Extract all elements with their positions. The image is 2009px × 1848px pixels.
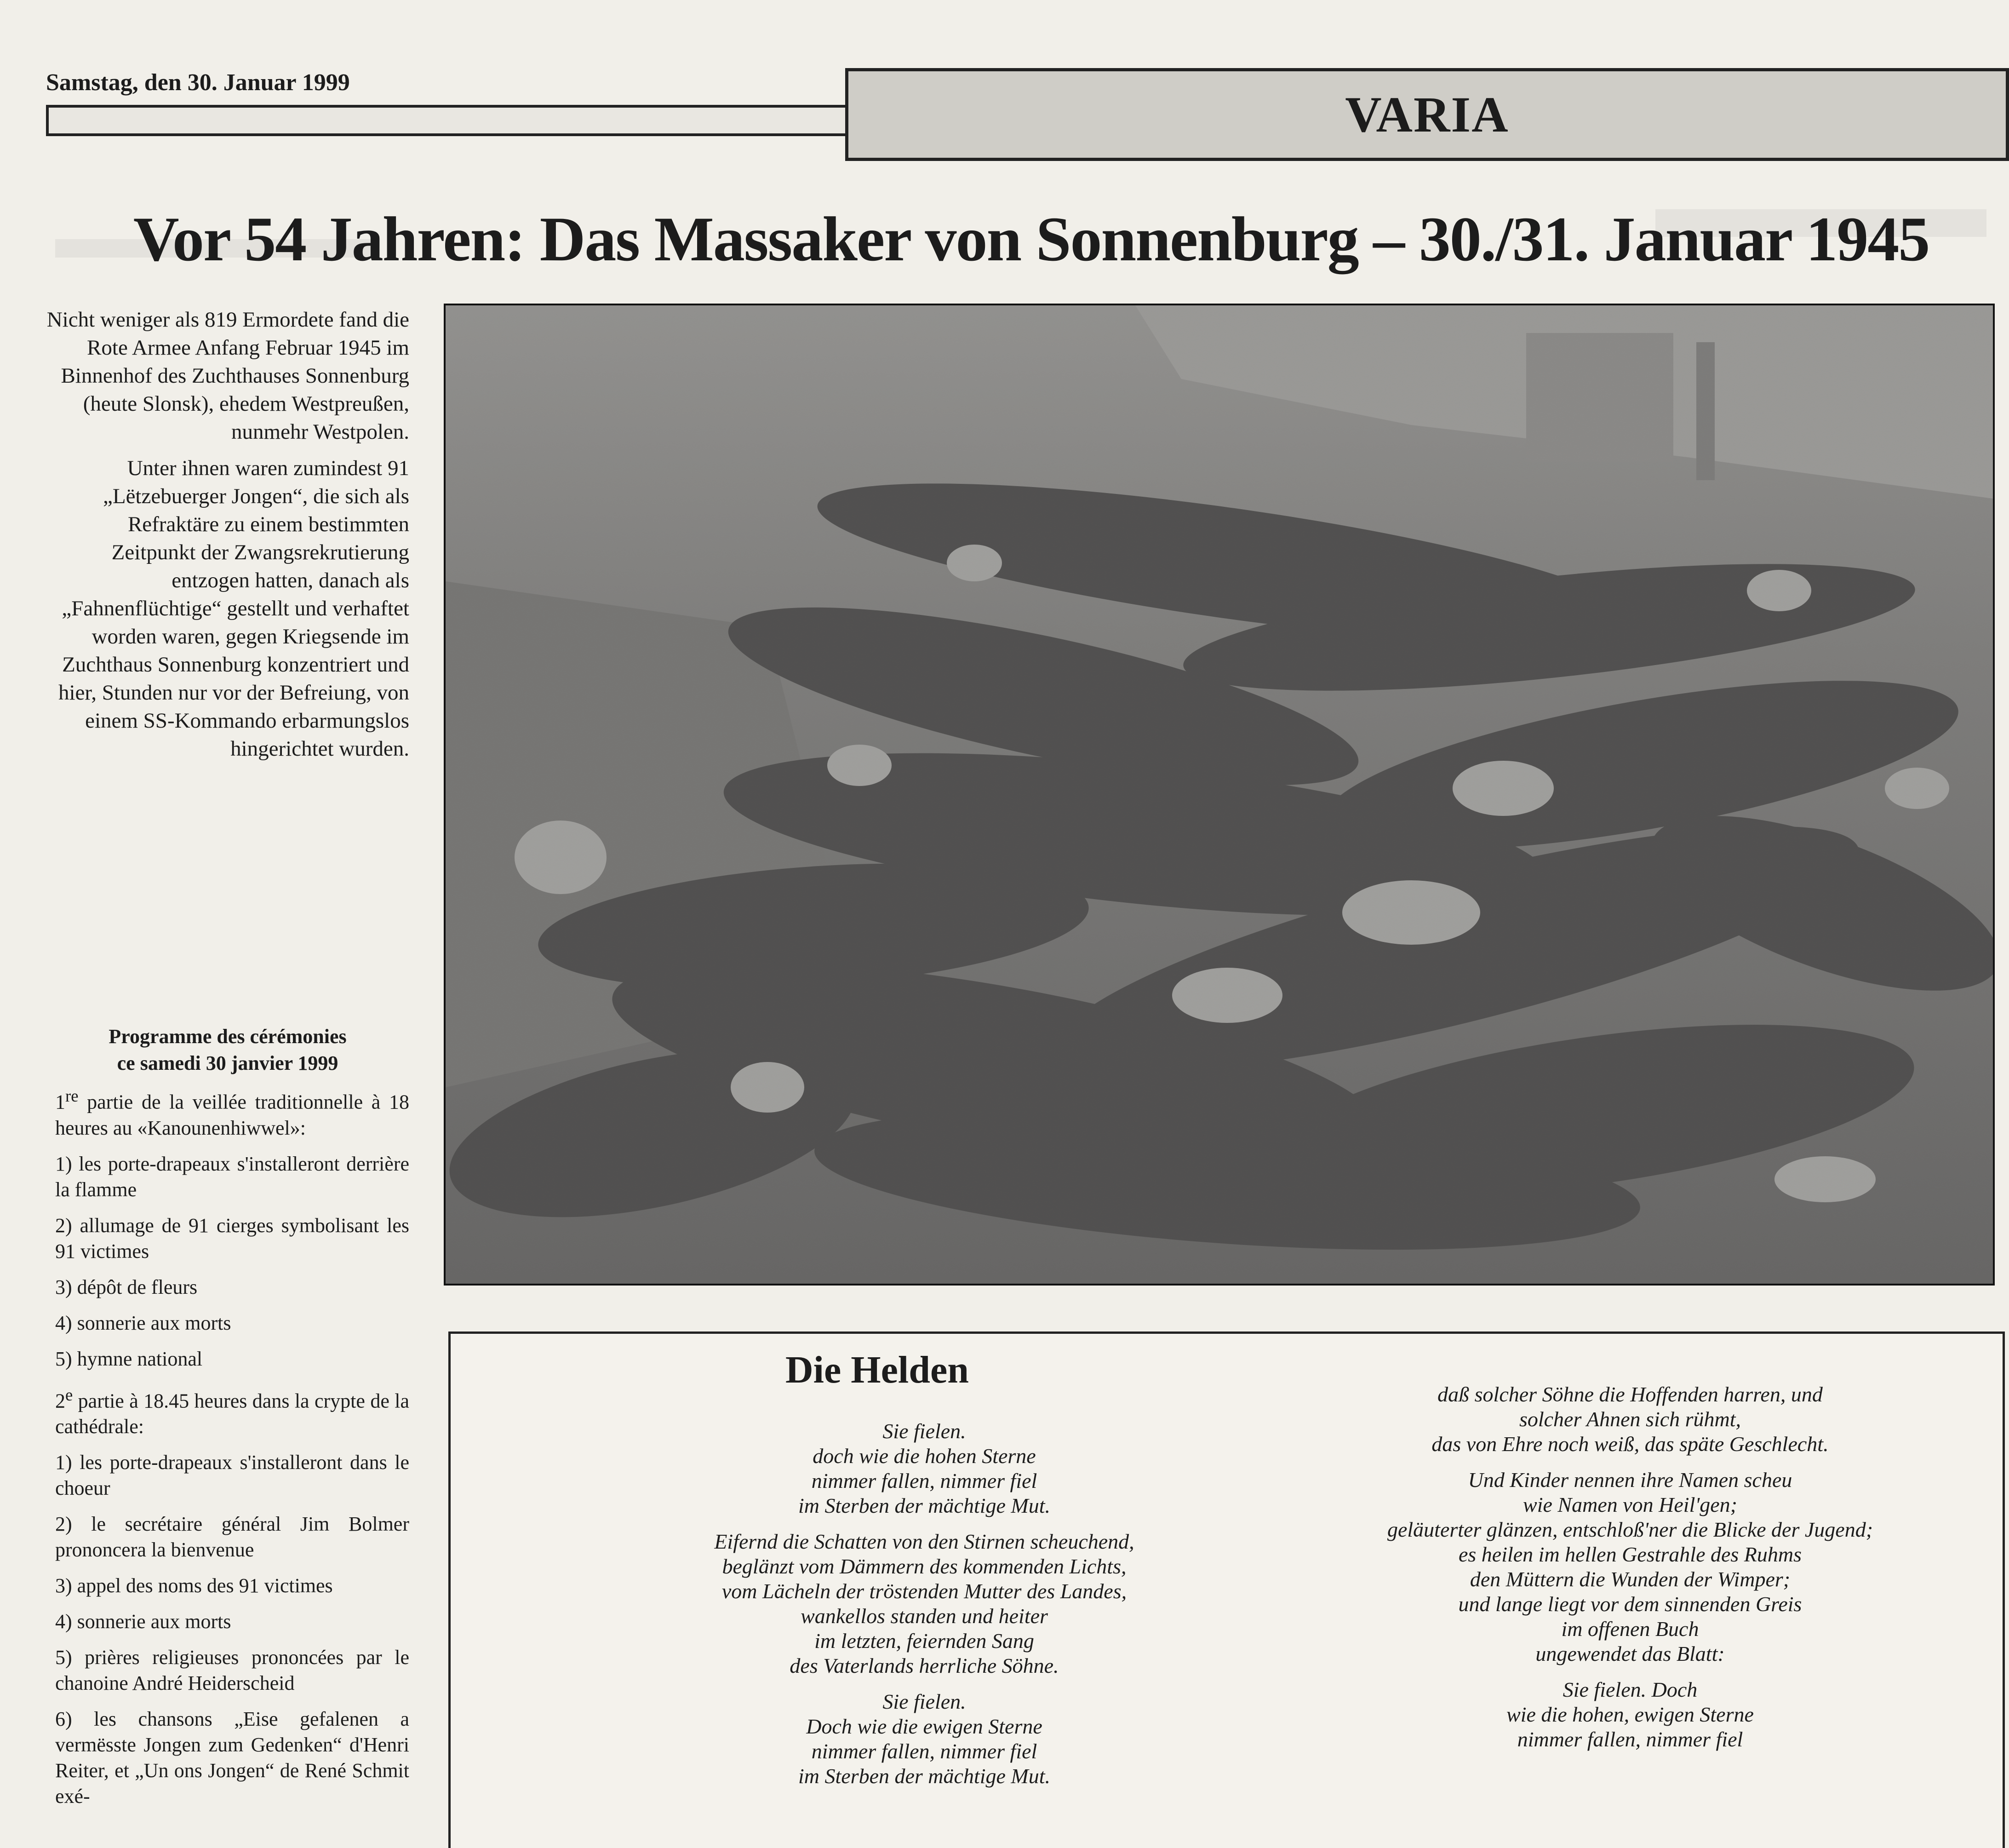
poem-line: Doch wie die ewigen Sterne [806,1715,1042,1738]
lead-text [46,306,409,771]
programme-title-line: Programme des cérémonies [109,1025,347,1048]
poem-line: im letzten, feiernden Sang [814,1629,1034,1653]
poem-line: und lange liegt vor dem sinnenden Greis [1458,1592,1802,1616]
poem-line: geläuterter glänzen, entschloß'ner die Blicke der Jugend; [1387,1518,1873,1541]
poem-line: solcher Ahnen sich rühmt, [1519,1407,1741,1431]
programme-list [55,1083,409,1819]
list-item: 5) hymne national [55,1347,203,1370]
poem-line: im Sterben der mächtige Mut. [798,1764,1051,1788]
poem-stanza [1283,1677,1977,1752]
poem-line: Sie fielen. Doch [1563,1678,1698,1701]
list-item: 4) sonnerie aux morts [55,1311,231,1334]
lead-paragraph: Nicht weniger als 819 Ermordete fand die Rote Armee Anfang Februar 1945 im Binnenhof des Zuchthauses Sonnenburg (heute Slonsk), ehedem Westpreußen, nunmehr Westpolen. [46,308,409,444]
poem-stanza [1283,1382,1977,1457]
lead-paragraph: Unter ihnen waren zumindest 91 „Lëtzebuerger Jongen“, die sich als Refraktäre zu einem bestimmten Zeitpunkt der Zwangsrekrutierung entzogen hatten, danach als „Fahnenflüchtige“ gestellt und verhaftet worden waren, gegen Kriegsende im Zuchthaus Sonnenburg konzentriert und hier, Stunden nur vor der Befreiung, von einem SS-Kommando erbarmungslos hingerichtet wurden. [58,456,409,761]
poem-line: nimmer fallen, nimmer fiel [811,1469,1037,1492]
poem-line: wankellos standen und heiter [801,1604,1048,1628]
section-banner [845,68,2009,161]
poem-stanza [556,1689,1292,1789]
poem-line: im offenen Buch [1561,1617,1699,1641]
poem-title: Die Helden [785,1349,969,1391]
poem-line: wie die hohen, ewigen Sterne [1506,1703,1754,1726]
news-photo [444,304,1995,1286]
headline: Vor 54 Jahren: Das Massaker von Sonnenburg – 30./31. Januar 1945 [133,204,1929,274]
photo-image [446,305,1993,1284]
list-item: 1) les porte-drapeaux s'installeront dans le choeur [55,1451,409,1500]
poem-line: im Sterben der mächtige Mut. [798,1494,1051,1517]
poem-line: doch wie die hohen Sterne [813,1444,1036,1468]
list-item: 2) allumage de 91 cierges symbolisant les 91 victimes [55,1214,409,1263]
poem-line: Sie fielen. [882,1419,966,1443]
poem-stanza [556,1529,1292,1678]
poem-line: ungewendet das Blatt: [1535,1642,1725,1665]
poem-line: nimmer fallen, nimmer fiel [811,1739,1037,1763]
poem-stanza [556,1419,1292,1518]
poem-line: den Müttern die Wunden der Wimper; [1470,1567,1791,1591]
poem-line: das von Ehre noch weiß, das späte Geschlecht. [1431,1432,1829,1456]
poem-left-column [556,1419,1292,1800]
list-item: 4) sonnerie aux morts [55,1610,231,1633]
programme-part-heading: 2e partie à 18.45 heures dans la crypte de la cathédrale: [55,1385,409,1438]
list-item: 6) les chansons „Eise gefalenen a vermësste Jongen zum Gedenken“ d'Henri Reiter, et „Un ons Jongen“ de René Schmit exé- [55,1708,409,1808]
programme-part-heading: 1re partie de la veillée traditionnelle à 18 heures au «Kanounenhiwwel»: [55,1086,409,1139]
poem-line: Und Kinder nennen ihre Namen scheu [1468,1468,1792,1492]
poem-right-column [1283,1382,1977,1763]
poem-line: beglänzt vom Dämmern des kommenden Lichts, [722,1555,1127,1578]
poem-line: des Vaterlands herrliche Söhne. [790,1654,1059,1677]
poem-stanza [1283,1468,1977,1666]
poem-line: wie Namen von Heil'gen; [1523,1493,1737,1516]
poem-line: nimmer fallen, nimmer fiel [1517,1727,1743,1751]
poem-line: daß solcher Söhne die Hoffenden harren, und [1437,1383,1823,1406]
programme-title-line: ce samedi 30 janvier 1999 [117,1052,338,1074]
list-item: 2) le secrétaire général Jim Bolmer prononcera la bienvenue [55,1513,409,1561]
list-item: 1) les porte-drapeaux s'installeront derrière la flamme [55,1152,409,1201]
poem-line: es heilen im hellen Gestrahle des Ruhms [1458,1543,1802,1566]
poem-line: vom Lächeln der tröstenden Mutter des Landes, [721,1579,1127,1603]
programme-title [46,1023,409,1077]
list-item: 5) prières religieuses prononcées par le chanoine André Heiderscheid [55,1646,409,1695]
section-title: VARIA [1345,86,1509,143]
poem-line: Eifernd die Schatten von den Stirnen scheuchend, [714,1530,1134,1553]
poem-line: Sie fielen. [882,1690,966,1713]
list-item: 3) dépôt de fleurs [55,1275,198,1298]
issue-date: Samstag, den 30. Januar 1999 [46,69,350,96]
list-item: 3) appel des noms des 91 victimes [55,1574,333,1597]
